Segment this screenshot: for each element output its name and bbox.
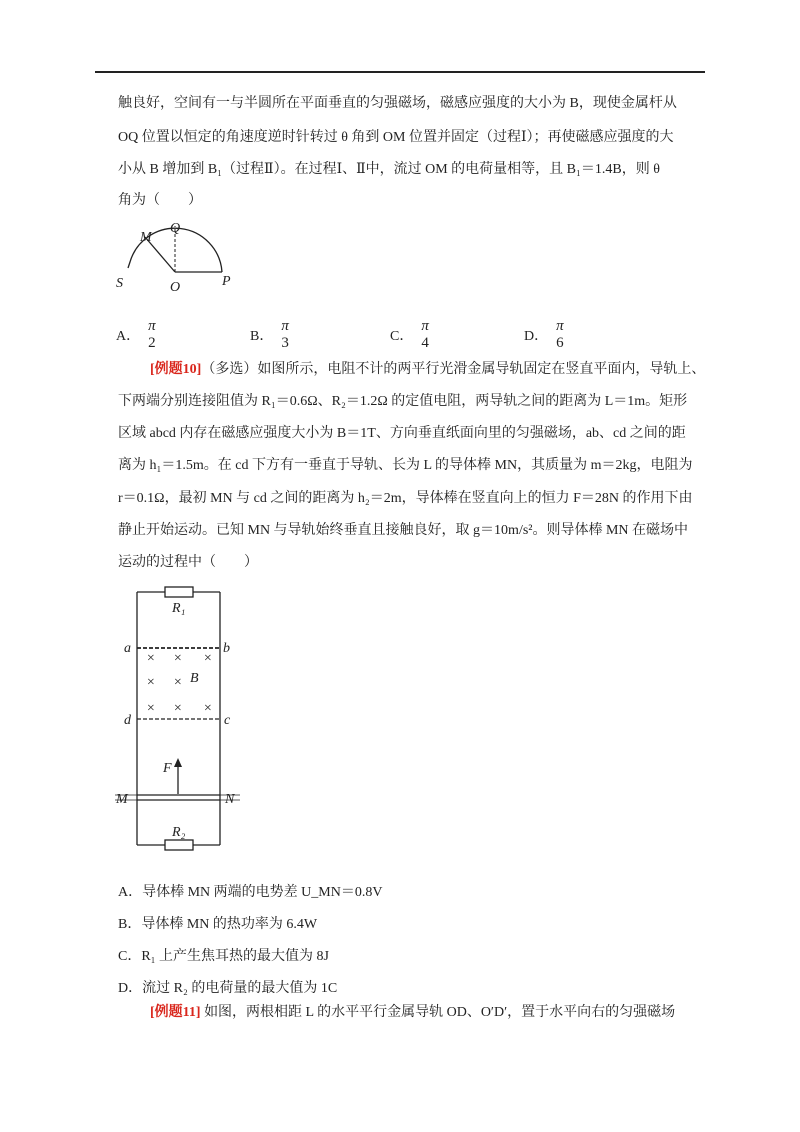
numerator: π: [148, 318, 156, 334]
label-r1: R₁: [172, 601, 186, 616]
q9-option-c: [390, 318, 429, 352]
q10-line-4: 离为 h₁＝1.5m。在 cd 下方有一垂直于导轨、长为 L 的导体棒 MN，其质量为 m＝2kg，电阻为: [118, 458, 693, 473]
q10-line-3: 区域 abcd 内存在磁感应强度大小为 B＝1T、方向垂直纸面向里的匀强磁场，ab、cd 之间的距: [118, 426, 686, 441]
option-letter: B．: [250, 329, 274, 344]
example-tag: [例题11]: [150, 1005, 201, 1020]
q10-line-2: 下两端分别连接阻值为 R₁＝0.6Ω、R₂＝1.2Ω 的定值电阻，两导轨之间的距离为 L＝1m。矩形: [118, 394, 688, 409]
label-m: M: [116, 792, 128, 807]
q9-option-a: [116, 318, 156, 352]
q10-line-1: [150, 360, 705, 380]
q10-option-d: D．流过 R₂ 的电荷量的最大值为 1C: [118, 981, 338, 996]
fraction: [281, 318, 289, 352]
svg-text:×: ×: [146, 675, 156, 690]
denominator: 2: [148, 335, 156, 351]
option-letter: A．: [116, 329, 141, 344]
q9-line-2: OQ 位置以恒定的角速度逆时针转过 θ 角到 OM 位置并固定（过程Ⅰ）；再使磁感应强度的大: [118, 130, 674, 145]
denominator: 3: [281, 335, 289, 351]
label-a: a: [124, 641, 131, 656]
denominator: 6: [556, 335, 564, 351]
svg-text:×: ×: [146, 701, 156, 716]
q10-option-a: A．导体棒 MN 两端的电势差 U_MN＝0.8V: [118, 885, 383, 900]
q11-line-1: [150, 1003, 675, 1023]
svg-text:×: ×: [173, 701, 183, 716]
q9-line-3: 小从 B 增加到 B₁（过程Ⅱ）。在过程Ⅰ、Ⅱ中，流过 OM 的电荷量相等，且 B₁＝1.4B，则 θ: [118, 162, 660, 177]
svg-text:×: ×: [173, 675, 183, 690]
label-r2: R₂: [172, 825, 186, 840]
q10-option-b: B．导体棒 MN 的热功率为 6.4W: [118, 917, 318, 932]
label-f: F: [163, 761, 172, 776]
numerator: π: [281, 318, 289, 334]
header-rule: [95, 71, 705, 73]
q10-option-c: C．R₁ 上产生焦耳热的最大值为 8J: [118, 949, 330, 964]
label-c: c: [224, 713, 231, 728]
label-O: O: [170, 280, 181, 295]
label-b: b: [223, 641, 230, 656]
q10-line-6: 静止开始运动。已知 MN 与导轨始终垂直且接触良好，取 g＝10m/s²。则导体棒 MN 在磁场中: [118, 523, 689, 538]
option-letter: D．: [524, 329, 549, 344]
q10-line-7: 运动的过程中（ ）: [118, 555, 258, 570]
option-letter: C．: [390, 329, 414, 344]
label-P: P: [222, 274, 231, 289]
label-d: d: [124, 713, 131, 728]
q11-text: 如图，两根相距 L 的水平平行金属导轨 OD、O′D′，置于水平向右的匀强磁场: [200, 1005, 676, 1020]
q9-option-b: [250, 318, 289, 352]
numerator: π: [421, 318, 429, 334]
fraction: [148, 318, 156, 352]
label-Q: Q: [170, 221, 181, 236]
example-tag: [例题10]: [150, 362, 202, 377]
q9-line-1: 触良好，空间有一与半圆所在平面垂直的匀强磁场，磁感应强度的大小为 B，现使金属杆从: [118, 96, 677, 111]
denominator: 4: [421, 335, 429, 351]
label-n: N: [225, 792, 235, 807]
label-b-field: B: [190, 671, 199, 686]
q10-text: （多选）如图所示，电阻不计的两平行光滑金属导轨固定在竖直平面内，导轨上、: [201, 362, 706, 377]
svg-text:×: ×: [203, 651, 213, 666]
svg-text:×: ×: [203, 701, 213, 716]
svg-text:×: ×: [173, 651, 183, 666]
fraction: [421, 318, 429, 352]
q10-line-5: r＝0.1Ω，最初 MN 与 cd 之间的距离为 h₂＝2m，导体棒在竖直向上的恒力 F＝28N 的作用下由: [118, 491, 693, 506]
label-M: M: [140, 230, 152, 245]
q9-line-4: 角为（ ）: [118, 193, 202, 208]
numerator: π: [556, 318, 564, 334]
fraction: [556, 318, 564, 352]
q9-option-d: [524, 318, 564, 352]
label-S: S: [116, 276, 123, 291]
svg-text:×: ×: [146, 651, 156, 666]
